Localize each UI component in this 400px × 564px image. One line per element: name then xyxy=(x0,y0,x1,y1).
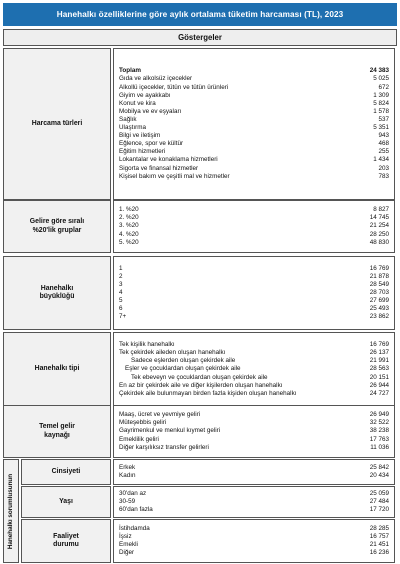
row-label: Kişisel bakım ve çeşitli mal ve hizmetler xyxy=(119,172,230,180)
row-value: 8 827 xyxy=(373,206,389,214)
row-label: Ulaştırma xyxy=(119,124,146,131)
table-row xyxy=(114,472,394,480)
row-label: Konut ve kira xyxy=(119,99,156,107)
row-value: 27 699 xyxy=(369,297,389,305)
table-row xyxy=(114,506,394,514)
table-row xyxy=(114,541,394,549)
row-value: 943 xyxy=(378,132,389,140)
row-value: 203 xyxy=(378,164,389,172)
table-row xyxy=(114,132,394,140)
row-label: 3 xyxy=(119,280,123,288)
row-value: 21 878 xyxy=(369,272,389,280)
section-hanehalki-buyuklugu xyxy=(113,256,395,330)
row-value: 26 944 xyxy=(369,381,389,389)
indicators-header: Göstergeler xyxy=(3,29,397,46)
row-value: 24 727 xyxy=(369,389,389,397)
category-hanehalki-sorumlusu xyxy=(3,459,19,563)
row-value: 48 830 xyxy=(369,238,389,246)
row-value: 5 351 xyxy=(373,124,389,131)
row-value: 1 578 xyxy=(373,107,389,115)
table-row xyxy=(114,273,394,281)
table-row xyxy=(114,84,394,92)
row-value: 21 991 xyxy=(369,357,389,365)
row-label: Gıda ve alkolsüz içecekler xyxy=(119,75,193,83)
row-value: 20 434 xyxy=(369,472,389,479)
row-label: Kadın xyxy=(119,472,136,479)
row-value: 24 383 xyxy=(369,67,389,75)
table-row xyxy=(114,411,394,419)
table-row xyxy=(114,498,394,506)
row-value: 23 862 xyxy=(369,313,389,321)
category-label: Temel gelir kaynağı xyxy=(39,423,75,439)
row-value: 255 xyxy=(378,148,389,156)
row-value: 28 703 xyxy=(369,288,389,296)
table-row xyxy=(114,124,394,132)
row-value: 25 059 xyxy=(369,489,389,497)
row-value: 28 250 xyxy=(369,230,389,238)
table-row xyxy=(114,92,394,100)
row-label: Emekli xyxy=(119,541,138,548)
table-row xyxy=(114,281,394,289)
section-faaliyet xyxy=(113,519,395,563)
row-label: Bilgi ve iletişim xyxy=(119,132,161,140)
subcategory-label: Faaliyet durumu xyxy=(53,532,79,548)
row-value: 26 137 xyxy=(369,349,389,357)
section-yas xyxy=(113,486,395,518)
category-hanehalki-tipi xyxy=(3,332,111,407)
category-temel-gelir-kaynagi xyxy=(3,405,111,458)
table-row xyxy=(114,239,394,247)
table-row xyxy=(114,297,394,305)
table-row xyxy=(114,231,394,239)
category-label: Harcama türleri xyxy=(31,119,83,127)
table-row xyxy=(114,75,394,83)
row-label: 3. %20 xyxy=(119,222,139,230)
section-harcama-turleri xyxy=(113,48,395,200)
table-row xyxy=(114,390,394,398)
table-row xyxy=(114,214,394,222)
row-value: 27 484 xyxy=(369,497,389,505)
row-label: Maaş, ücret ve yevmiye geliri xyxy=(119,411,201,419)
table-row xyxy=(114,305,394,313)
category-label: Hanehalkı tipi xyxy=(34,365,80,373)
subcategory-cinsiyet xyxy=(21,459,111,485)
row-value: 17 763 xyxy=(369,435,389,443)
row-label: 7+ xyxy=(119,313,127,321)
row-value: 11 036 xyxy=(370,443,389,451)
row-label: 5 xyxy=(119,297,123,305)
subcategory-label: Yaşı xyxy=(59,497,73,505)
row-value: 16 236 xyxy=(369,549,389,557)
row-label: Sağlık xyxy=(119,115,137,123)
row-label: Diğer karşılıksız transfer gelirleri xyxy=(119,443,209,451)
row-value: 20 151 xyxy=(369,373,389,381)
row-label: Mobilya ve ev eşyaları xyxy=(119,107,182,115)
row-label: Tek ebeveyn ve çocuklardan oluşan çekirdek aile xyxy=(131,373,268,381)
row-label: 30'dan az xyxy=(119,489,147,497)
row-label: 60'dan fazla xyxy=(119,506,153,514)
row-value: 537 xyxy=(378,115,389,123)
row-value: 25 842 xyxy=(369,463,389,471)
row-label: Diğer xyxy=(119,549,135,557)
row-label: Toplam xyxy=(119,67,141,75)
table-row xyxy=(114,67,394,75)
row-label: En az bir çekirdek aile ve diğer kişilerden oluşan hanehalkı xyxy=(119,381,283,389)
row-label: Erkek xyxy=(119,463,136,471)
row-label: Müteşebbis geliri xyxy=(119,419,167,427)
row-label: Emeklilik geliri xyxy=(119,435,159,443)
category-hanehalki-buyuklugu xyxy=(3,256,111,330)
table-row xyxy=(114,289,394,297)
row-label: 5. %20 xyxy=(119,238,139,246)
table-row xyxy=(114,525,394,533)
table-row xyxy=(114,374,394,382)
row-label: 2 xyxy=(119,272,123,280)
row-value: 1 309 xyxy=(373,91,389,99)
row-label: 6 xyxy=(119,305,123,313)
table-row xyxy=(114,100,394,108)
section-temel-gelir-kaynagi xyxy=(113,405,395,458)
row-value: 21 254 xyxy=(369,222,389,230)
category-gelir-gruplari xyxy=(3,200,111,253)
row-value: 25 493 xyxy=(369,305,389,313)
table-row xyxy=(114,427,394,435)
table-row xyxy=(114,265,394,273)
row-value: 16 769 xyxy=(369,341,389,349)
table-row xyxy=(114,165,394,173)
row-value: 28 549 xyxy=(369,280,389,288)
table-row xyxy=(114,549,394,557)
row-value: 5 025 xyxy=(373,75,389,83)
row-label: İşsiz xyxy=(119,532,132,540)
table-row xyxy=(114,148,394,156)
table-row xyxy=(114,140,394,148)
row-label: 4 xyxy=(119,288,123,296)
row-value: 21 451 xyxy=(369,541,389,548)
row-label: Eğitim hizmetleri xyxy=(119,148,166,156)
table-row xyxy=(114,156,394,164)
category-harcama-turleri xyxy=(3,48,111,200)
row-value: 468 xyxy=(378,140,389,148)
section-hanehalki-tipi xyxy=(113,332,395,407)
row-label: Giyim ve ayakkabı xyxy=(119,91,171,99)
subcategory-yas xyxy=(21,486,111,518)
table-row xyxy=(114,490,394,498)
table-title: Hanehalkı özelliklerine göre aylık ortalama tüketim harcaması (TL), 2023 xyxy=(3,3,397,26)
row-value: 26 949 xyxy=(369,411,389,419)
section-cinsiyet xyxy=(113,459,395,485)
table-row xyxy=(114,173,394,181)
row-label: Gayrimenkul ve menkul kıymet geliri xyxy=(119,427,221,435)
row-label: Çekirdek aile bulunmayan birden fazla kişiden oluşan hanehalkı xyxy=(119,389,297,397)
row-label: Eşler ve çocuklardan oluşan çekirdek aile xyxy=(125,365,241,373)
row-label: 2. %20 xyxy=(119,214,139,222)
row-label: Alkollü içecekler, tütün ve tütün ürünleri xyxy=(119,83,229,91)
table-row xyxy=(114,313,394,321)
category-label: Hanehalkı sorumlusunun xyxy=(7,473,15,549)
row-value: 672 xyxy=(378,83,389,91)
row-label: Sigorta ve finansal hizmetler xyxy=(119,164,199,172)
row-value: 38 238 xyxy=(369,427,389,435)
row-value: 17 720 xyxy=(369,506,389,514)
row-label: 1 xyxy=(119,264,123,272)
row-value: 1 434 xyxy=(373,156,389,164)
table-row xyxy=(114,357,394,365)
row-label: Eğlence, spor ve kültür xyxy=(119,140,184,148)
table-row xyxy=(114,365,394,373)
row-label: 1. %20 xyxy=(119,206,139,214)
category-label: Hanehalkı büyüklüğü xyxy=(39,284,75,300)
row-value: 28 563 xyxy=(369,365,389,373)
table-row xyxy=(114,116,394,124)
row-label: Tek kişilik hanehalkı xyxy=(119,341,175,349)
row-value: 28 285 xyxy=(369,524,389,532)
table-row xyxy=(114,108,394,116)
row-value: 14 745 xyxy=(369,214,389,222)
row-label: Tek çekirdek aileden oluşan hanehalkı xyxy=(119,349,226,357)
row-value: 16 769 xyxy=(369,264,389,272)
row-label: İstihdamda xyxy=(119,524,150,532)
row-value: 783 xyxy=(378,172,389,180)
row-label: Lokantalar ve konaklama hizmetleri xyxy=(119,156,218,164)
table-row xyxy=(114,382,394,390)
table-row xyxy=(114,341,394,349)
row-label: Sadece eşlerden oluşan çekirdek aile xyxy=(131,357,236,365)
row-value: 5 824 xyxy=(373,99,389,107)
section-gelir-gruplari xyxy=(113,200,395,253)
table-row xyxy=(114,222,394,230)
row-label: 4. %20 xyxy=(119,230,139,238)
table-row xyxy=(114,436,394,444)
table-row xyxy=(114,206,394,214)
table-row xyxy=(114,349,394,357)
table-row xyxy=(114,444,394,452)
table-row xyxy=(114,419,394,427)
row-label: 30-59 xyxy=(119,497,136,505)
row-value: 16 757 xyxy=(369,532,389,540)
subcategory-faaliyet xyxy=(21,519,111,563)
table-row xyxy=(114,533,394,541)
subcategory-label: Cinsiyeti xyxy=(51,467,81,475)
row-value: 32 522 xyxy=(369,419,389,427)
category-label: Gelire göre sıralı %20'lik gruplar xyxy=(29,218,85,234)
table-row xyxy=(114,464,394,472)
